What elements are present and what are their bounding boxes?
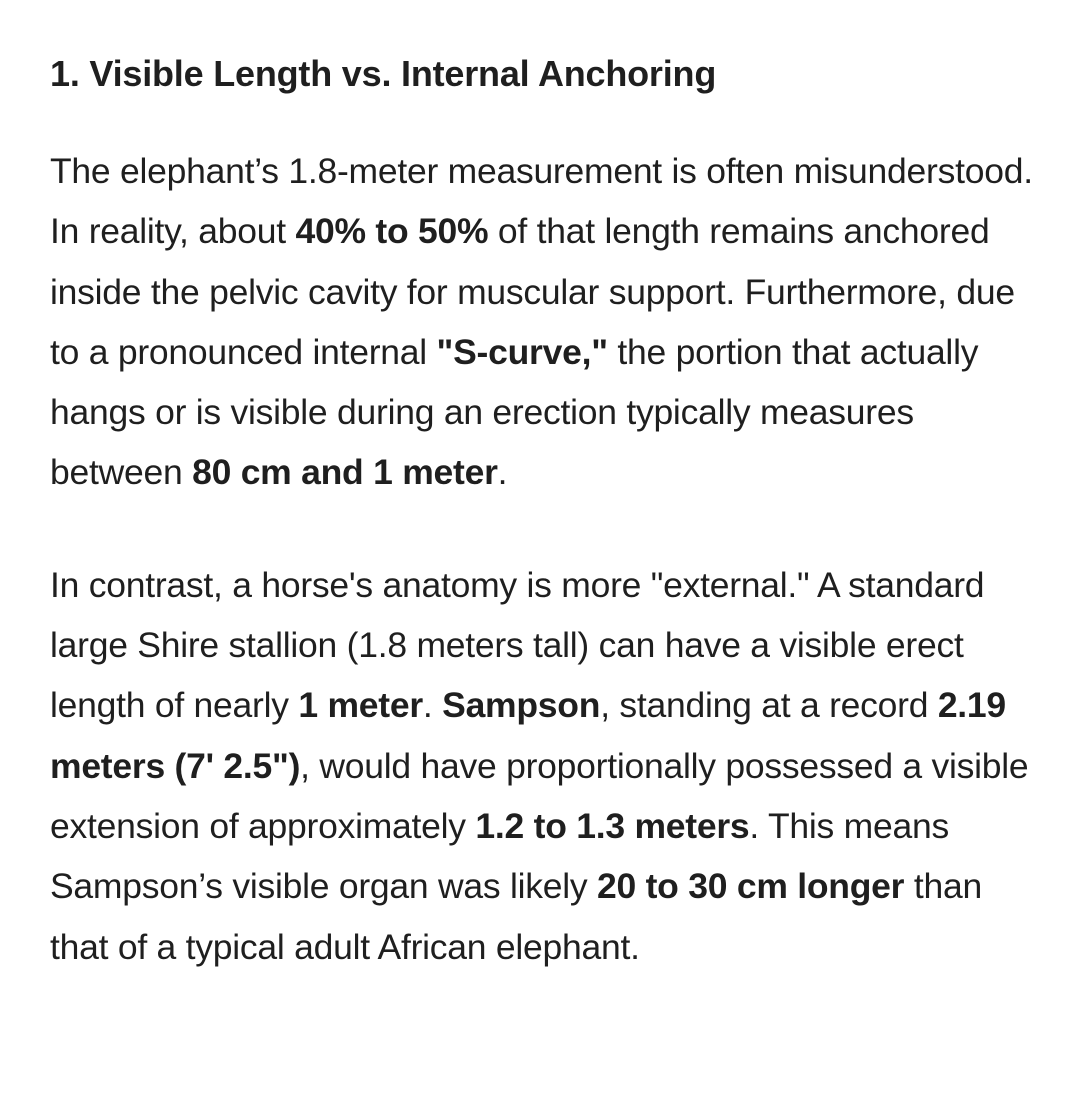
bold-phrase: 1.2 to 1.3 meters [475,805,750,846]
bold-phrase: 40% to 50% [295,211,489,252]
paragraph-text: . [422,685,443,726]
bold-phrase: "S-curve," [436,331,608,372]
bold-phrase: 2.19 meters (7' 2.5") [50,685,1006,786]
paragraph-text: than that of a typical adult African elephant. [50,866,982,967]
paragraph-text: of that length remains anchored inside the pelvic cavity for muscular support. Furthermore, due to a pronounced internal [50,211,1015,372]
paragraph-horse-comparison [50,555,1040,977]
bold-phrase: 1 meter [298,685,423,726]
paragraph-text: In contrast, a horse's anatomy is more "external." A standard large Shire stallion (1.8 meters tall) can have a visible erect length of nearly [50,564,985,726]
section-heading: 1. Visible Length vs. Internal Anchoring [50,53,717,94]
paragraph-text: , would have proportionally possessed a visible extension of approximately [50,745,1029,846]
paragraph-text: , standing at a record [600,685,938,726]
bold-phrase: Sampson [442,685,601,726]
paragraph-elephant-anatomy [50,141,1040,503]
article-section [50,50,1040,977]
bold-phrase: 20 to 30 cm longer [597,866,905,907]
paragraph-text: . This means Sampson’s visible organ was likely [50,805,949,907]
paragraph-text: . [497,452,508,493]
paragraph-text: the portion that actually hangs or is visible during an erection typically measures between [50,331,979,493]
bold-phrase: 80 cm and 1 meter [192,452,498,493]
paragraph-text: The elephant’s 1.8-meter measurement is often misunderstood. In reality, about [50,151,1033,252]
